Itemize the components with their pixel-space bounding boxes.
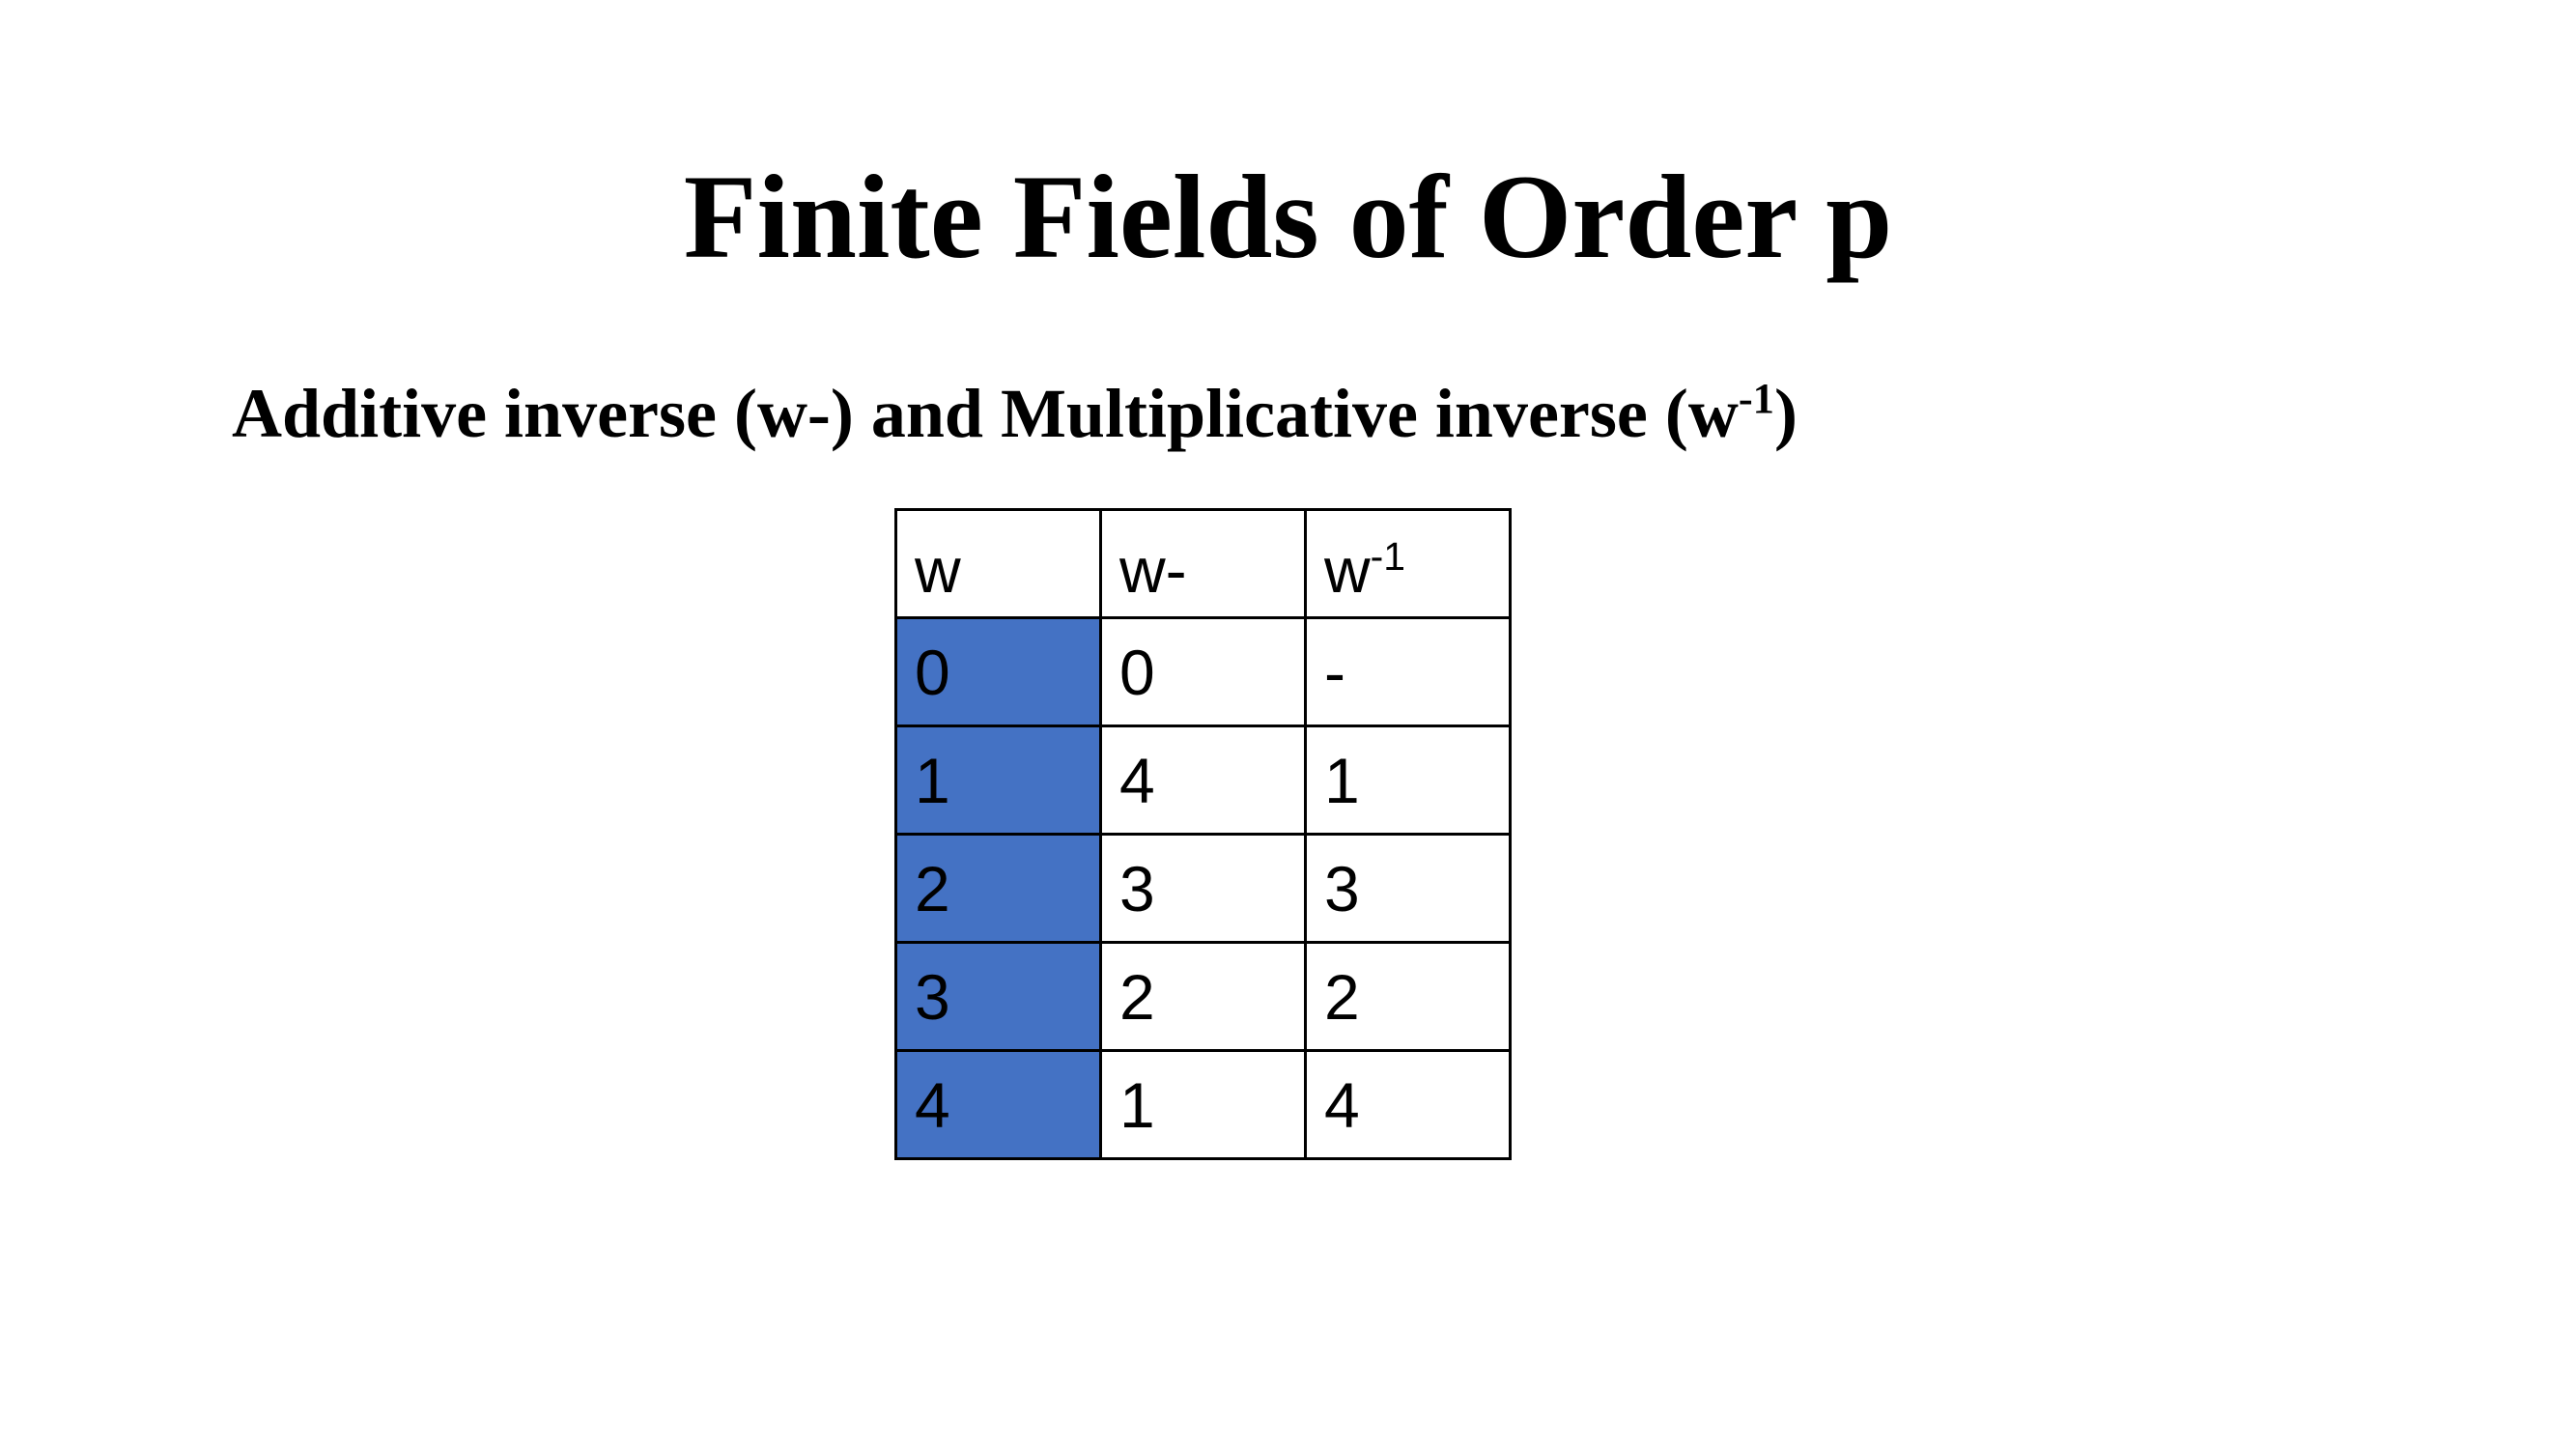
cell-w-minus: 4 <box>1101 726 1306 835</box>
cell-w-inverse: - <box>1306 618 1511 726</box>
table-row <box>896 618 1511 726</box>
subtitle-text: Additive inverse (w-) and Multiplicative inverse (w <box>232 375 1739 452</box>
subtitle-superscript: -1 <box>1738 374 1774 423</box>
header-w-inverse-base: w <box>1324 533 1371 606</box>
subtitle-suffix: ) <box>1774 375 1798 452</box>
header-w-inverse <box>1306 510 1511 618</box>
header-w-inverse-label <box>1324 534 1405 606</box>
cell-w: 0 <box>896 618 1101 726</box>
header-w-inverse-sup: -1 <box>1370 534 1406 579</box>
header-w <box>896 510 1101 618</box>
cell-w: 2 <box>896 835 1101 943</box>
cell-w-minus: 1 <box>1101 1051 1306 1159</box>
cell-w-inverse: 3 <box>1306 835 1511 943</box>
table-row <box>896 835 1511 943</box>
cell-w-minus: 0 <box>1101 618 1306 726</box>
cell-w-minus: 2 <box>1101 943 1306 1051</box>
header-w-minus <box>1101 510 1306 618</box>
table-row <box>896 726 1511 835</box>
header-w-label: w <box>915 533 961 606</box>
cell-w-inverse: 4 <box>1306 1051 1511 1159</box>
table-header-row <box>896 510 1511 618</box>
inverse-table <box>894 508 1512 1160</box>
table-row <box>896 943 1511 1051</box>
slide-subtitle <box>232 365 1798 462</box>
cell-w-inverse: 1 <box>1306 726 1511 835</box>
cell-w: 4 <box>896 1051 1101 1159</box>
cell-w: 3 <box>896 943 1101 1051</box>
cell-w-inverse: 2 <box>1306 943 1511 1051</box>
table-row <box>896 1051 1511 1159</box>
cell-w: 1 <box>896 726 1101 835</box>
header-w-minus-label: w- <box>1119 533 1187 606</box>
cell-w-minus: 3 <box>1101 835 1306 943</box>
slide-title: Finite Fields of Order p <box>683 151 1893 283</box>
